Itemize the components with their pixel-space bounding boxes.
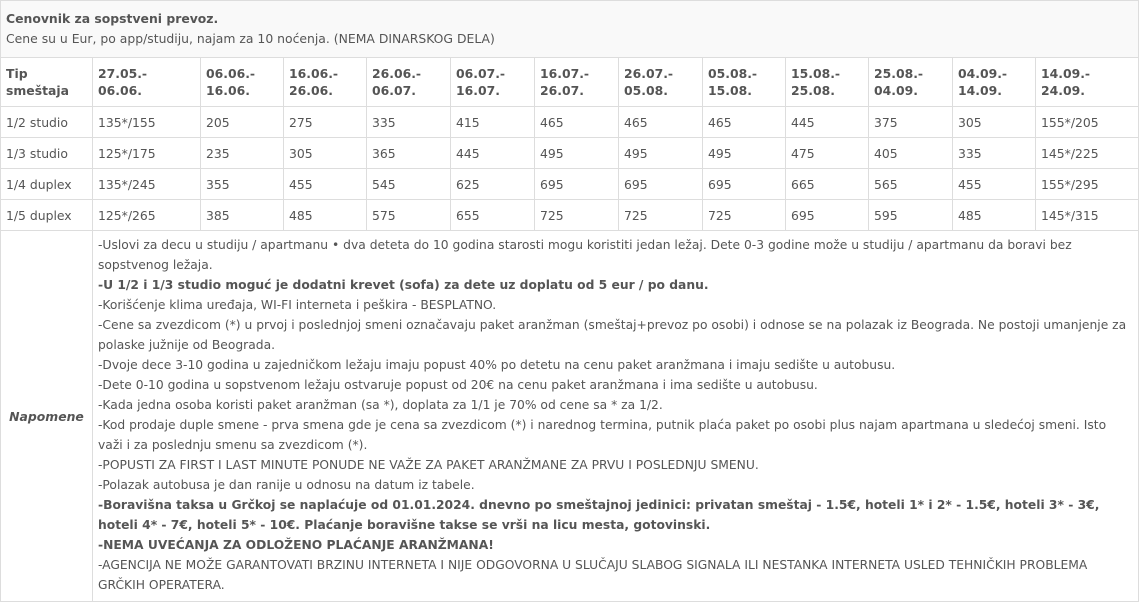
header-period — [786, 58, 869, 107]
caption-cell — [1, 1, 1139, 58]
note-line: -Kada jedna osoba koristi paket aranžman (sa *), doplata za 1/1 je 70% od cene sa * za 1/2. — [98, 398, 663, 412]
note-line: -U 1/2 i 1/3 studio moguć je dodatni krevet (sofa) za dete uz doplatu od 5 eur / po danu. — [98, 278, 709, 292]
period-from: 16.07.- — [540, 66, 590, 81]
note-line: -Kod prodaje duple smene - prva smena gde je cena sa zvezdicom (*) i narednog termina, putnik plaća paket po osobi plus najam apartmana u sledećoj smeni. Isto važi i za poslednju smenu sa zvezdicom (*). — [98, 418, 1107, 452]
period-to: 05.08. — [624, 83, 668, 98]
header-period — [201, 58, 284, 107]
period-to: 06.07. — [372, 83, 416, 98]
price-cell: 125*/265 — [93, 200, 201, 231]
price-cell: 155*/205 — [1036, 107, 1139, 138]
price-cell: 475 — [786, 138, 869, 169]
header-period — [535, 58, 619, 107]
header-period — [1036, 58, 1139, 107]
period-to: 16.06. — [206, 83, 250, 98]
header-period — [619, 58, 703, 107]
price-cell: 495 — [619, 138, 703, 169]
note-line: -Uslovi za decu u studiju / apartmanu • dva deteta do 10 godina starosti mogu koristiti jedan ležaj. Dete 0-3 godine može u studiju / apartmanu da boravi bez sopstvenog ležaja. — [98, 238, 1072, 272]
price-cell: 365 — [367, 138, 451, 169]
period-from: 26.06.- — [372, 66, 422, 81]
price-cell: 385 — [201, 200, 284, 231]
price-cell: 465 — [703, 107, 786, 138]
table-row — [1, 107, 1139, 138]
price-cell: 725 — [535, 200, 619, 231]
header-type-line-1: Tip — [6, 66, 28, 81]
period-from: 06.07.- — [456, 66, 506, 81]
period-to: 15.08. — [708, 83, 752, 98]
period-from: 14.09.- — [1041, 66, 1091, 81]
period-to: 06.06. — [98, 83, 142, 98]
price-cell: 695 — [786, 200, 869, 231]
price-cell: 695 — [703, 169, 786, 200]
period-to: 04.09. — [874, 83, 918, 98]
note-line: -AGENCIJA NE MOŽE GARANTOVATI BRZINU INTERNETA I NIJE ODGOVORNA U SLUČAJU SLABOG SIGNALA ILI NESTANKA INTERNETA USLED TEHNIČKIH PROBLEMA GRČKIH OPERATERA. — [98, 558, 1088, 592]
price-cell: 205 — [201, 107, 284, 138]
price-cell: 575 — [367, 200, 451, 231]
period-from: 25.08.- — [874, 66, 924, 81]
period-from: 04.09.- — [958, 66, 1008, 81]
notes-row — [1, 231, 1139, 602]
price-cell: 495 — [535, 138, 619, 169]
note-line: -Polazak autobusa je dan ranije u odnosu na datum iz tabele. — [98, 478, 475, 492]
price-cell: 145*/315 — [1036, 200, 1139, 231]
price-cell: 305 — [284, 138, 367, 169]
note-line: -NEMA UVEĆANJA ZA ODLOŽENO PLAĆANJE ARANŽMANA! — [98, 538, 494, 552]
period-to: 25.08. — [791, 83, 835, 98]
price-cell: 335 — [367, 107, 451, 138]
price-cell: 335 — [953, 138, 1036, 169]
header-accommodation-type — [1, 58, 93, 107]
header-period — [869, 58, 953, 107]
price-cell: 155*/295 — [1036, 169, 1139, 200]
price-cell: 445 — [451, 138, 535, 169]
price-cell: 305 — [953, 107, 1036, 138]
caption-row — [1, 1, 1139, 58]
note-line: -Korišćenje klima uređaja, WI-FI interneta i peškira - BESPLATNO. — [98, 298, 497, 312]
price-cell: 445 — [786, 107, 869, 138]
notes-label: Napomene — [1, 231, 93, 602]
note-line: -POPUSTI ZA FIRST I LAST MINUTE PONUDE NE VAŽE ZA PAKET ARANŽMANE ZA PRVU I POSLEDNJU SMENU. — [98, 458, 759, 472]
price-cell: 725 — [703, 200, 786, 231]
table-row — [1, 200, 1139, 231]
period-to: 26.06. — [289, 83, 333, 98]
price-cell: 565 — [869, 169, 953, 200]
period-from: 15.08.- — [791, 66, 841, 81]
period-from: 06.06.- — [206, 66, 256, 81]
price-cell: 725 — [619, 200, 703, 231]
price-cell: 455 — [953, 169, 1036, 200]
period-from: 27.05.- — [98, 66, 148, 81]
period-to: 14.09. — [958, 83, 1002, 98]
price-cell: 235 — [201, 138, 284, 169]
header-type-line-2: smeštaja — [6, 83, 69, 98]
price-cell: 665 — [786, 169, 869, 200]
note-line: -Dete 0-10 godina u sopstvenom ležaju ostvaruje popust od 20€ na cenu paket aranžmana i ima sedište u autobusu. — [98, 378, 818, 392]
price-cell: 355 — [201, 169, 284, 200]
period-to: 26.07. — [540, 83, 584, 98]
table-row — [1, 138, 1139, 169]
period-to: 24.09. — [1041, 83, 1085, 98]
price-cell: 135*/155 — [93, 107, 201, 138]
price-cell: 405 — [869, 138, 953, 169]
price-cell: 695 — [619, 169, 703, 200]
row-type: 1/5 duplex — [1, 200, 93, 231]
price-cell: 485 — [284, 200, 367, 231]
price-cell: 465 — [535, 107, 619, 138]
price-cell: 145*/225 — [1036, 138, 1139, 169]
price-cell: 415 — [451, 107, 535, 138]
period-from: 05.08.- — [708, 66, 758, 81]
row-type: 1/4 duplex — [1, 169, 93, 200]
price-cell: 125*/175 — [93, 138, 201, 169]
notes-cell — [93, 231, 1139, 602]
price-cell: 485 — [953, 200, 1036, 231]
price-cell: 595 — [869, 200, 953, 231]
period-from: 16.06.- — [289, 66, 339, 81]
price-cell: 375 — [869, 107, 953, 138]
price-cell: 545 — [367, 169, 451, 200]
price-cell: 275 — [284, 107, 367, 138]
price-list-subtitle: Cene su u Eur, po app/studiju, najam za 10 noćenja. (NEMA DINARSKOG DELA) — [6, 31, 495, 46]
price-cell: 625 — [451, 169, 535, 200]
header-period — [284, 58, 367, 107]
price-cell: 495 — [703, 138, 786, 169]
note-line: -Dvoje dece 3-10 godina u zajedničkom ležaju imaju popust 40% po detetu na cenu paket aranžmana i imaju sedište u autobusu. — [98, 358, 896, 372]
period-from: 26.07.- — [624, 66, 674, 81]
row-type: 1/2 studio — [1, 107, 93, 138]
header-period — [367, 58, 451, 107]
table-row — [1, 169, 1139, 200]
price-cell: 135*/245 — [93, 169, 201, 200]
header-period — [703, 58, 786, 107]
price-cell: 455 — [284, 169, 367, 200]
header-period — [953, 58, 1036, 107]
price-cell: 695 — [535, 169, 619, 200]
price-list-title: Cenovnik za sopstveni prevoz. — [6, 11, 219, 26]
header-period — [451, 58, 535, 107]
period-to: 16.07. — [456, 83, 500, 98]
price-cell: 465 — [619, 107, 703, 138]
header-period — [93, 58, 201, 107]
price-cell: 655 — [451, 200, 535, 231]
row-type: 1/3 studio — [1, 138, 93, 169]
header-row — [1, 58, 1139, 107]
note-line: -Boravišna taksa u Grčkoj se naplaćuje od 01.01.2024. dnevno po smeštajnoj jedinici: privatan smeštaj - 1.5€, hoteli 1* i 2* - 1.5€, hoteli 3* - 3€, hoteli 4* - 7€, hoteli 5* - 10€. Plaćanje boravišne takse se vrši na licu mesta, gotovinski. — [98, 498, 1100, 532]
note-line: -Cene sa zvezdicom (*) u prvoj i poslednjoj smeni označavaju paket aranžman (smeštaj+prevoz po osobi) i odnose se na polazak iz Beograda. Ne postoji umanjenje za polaske južnije od Beograda. — [98, 318, 1127, 352]
